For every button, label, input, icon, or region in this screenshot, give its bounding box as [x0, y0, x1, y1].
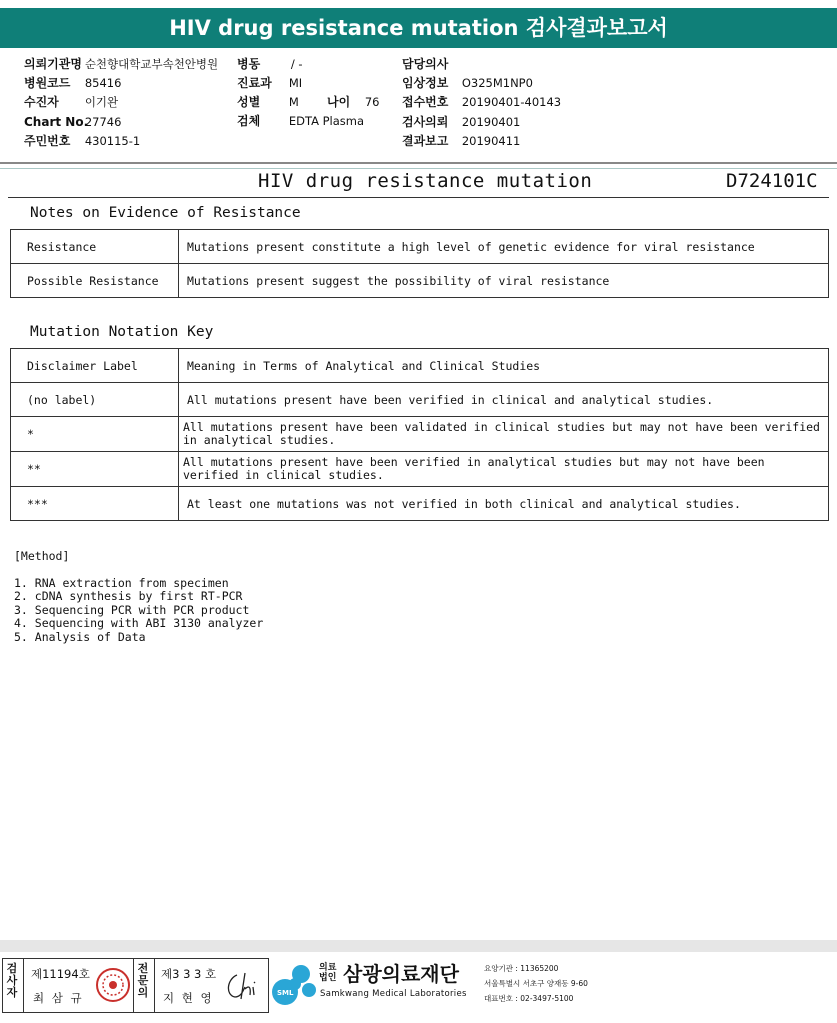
logo-text: SML [277, 989, 294, 997]
report-code: D724101C [726, 170, 818, 192]
info-age: 나이 76 [327, 95, 380, 109]
sml-logo-icon [271, 960, 317, 1006]
notation-table [10, 348, 829, 521]
table-row [11, 264, 829, 298]
inspector-name: 최 삼 규 [33, 991, 84, 1005]
method-step: 3. Sequencing PCR with PCR product [14, 603, 250, 617]
title-underline [8, 197, 829, 198]
info-doctor: 담당의사 [402, 57, 449, 71]
info-hospital: 의뢰기관명 순천향대학교부속천안병원 [24, 57, 219, 71]
notation-label: (no label) [11, 383, 179, 417]
info-receipt-no: 접수번호 20190401-40143 [402, 95, 562, 109]
specialist-license: 제3 3 3 호 [161, 967, 217, 981]
report-banner: HIV drug resistance mutation 검사결과보고서 [0, 8, 837, 48]
info-clinical: 임상정보 O325M1NP0 [402, 76, 533, 90]
evidence-text: Mutations present constitute a high level of genetic evidence for viral resistance [179, 230, 829, 264]
evidence-table [10, 229, 829, 298]
notation-text: All mutations present have been validated in clinical studies but may not have been verified in analytical studies. [179, 417, 829, 452]
info-specimen: 검체 EDTA Plasma [237, 114, 365, 128]
method-step: 5. Analysis of Data [14, 630, 146, 644]
org-code: 요양기관 : 11365200 [484, 964, 559, 973]
method-heading: [Method] [14, 549, 70, 563]
specialist-name: 지 현 영 [163, 991, 214, 1005]
notation-label: *** [11, 487, 179, 521]
table-row [11, 230, 829, 264]
table-row [11, 383, 829, 417]
info-chart-no: Chart No. 27746 [24, 115, 122, 129]
evidence-label: Resistance [11, 230, 179, 264]
info-department: 진료과 MI [237, 76, 303, 90]
report-title: HIV drug resistance mutation [258, 170, 593, 192]
footer-band [0, 940, 837, 952]
org-phone: 대표번호 : 02-3497-5100 [484, 994, 574, 1003]
inspector-license: 제11194호 [31, 967, 90, 981]
notation-text: All mutations present have been verified in analytical studies but may not have been verified in clinical studies. [179, 452, 829, 487]
notation-heading: Mutation Notation Key [30, 324, 214, 340]
evidence-label: Possible Resistance [11, 264, 179, 298]
notation-text: Meaning in Terms of Analytical and Clinical Studies [179, 349, 829, 383]
info-sex: 성별 M [237, 95, 299, 109]
table-row [11, 349, 829, 383]
info-hospital-code: 병원코드 85416 [24, 76, 122, 90]
info-resident-no: 주민번호 430115-1 [24, 134, 141, 148]
notation-label: * [11, 417, 179, 452]
info-ward: 병동 / - [237, 57, 303, 71]
evidence-heading: Notes on Evidence of Resistance [30, 205, 301, 221]
header-divider [0, 162, 837, 164]
handwritten-signature [223, 969, 263, 1003]
seal-stamp [95, 967, 131, 1003]
evidence-text: Mutations present suggest the possibility of viral resistance [179, 264, 829, 298]
org-address: 서울특별시 서초구 양재동 9-60 [484, 979, 588, 988]
notation-label: ** [11, 452, 179, 487]
table-row [11, 452, 829, 487]
info-patient-name: 수진자 이기완 [24, 95, 119, 109]
table-row [11, 417, 829, 452]
inspector-label: 검사자 [6, 962, 18, 999]
info-report-date: 결과보고 20190411 [402, 134, 521, 148]
info-request-date: 검사의뢰 20190401 [402, 115, 521, 129]
notation-text: At least one mutations was not verified in both clinical and analytical studies. [179, 487, 829, 521]
notation-label: Disclaimer Label [11, 349, 179, 383]
notation-text: All mutations present have been verified in clinical and analytical studies. [179, 383, 829, 417]
header-divider-thin [0, 168, 837, 169]
org-prefix: 의료법인 [319, 963, 337, 983]
method-step: 1. RNA extraction from specimen [14, 576, 229, 590]
table-row [11, 487, 829, 521]
specialist-label: 전문의 [137, 962, 149, 999]
org-english: Samkwang Medical Laboratories [320, 989, 467, 999]
method-step: 4. Sequencing with ABI 3130 analyzer [14, 616, 264, 630]
signature-box [2, 958, 269, 1013]
org-name: 삼광의료재단 [343, 962, 459, 986]
method-step: 2. cDNA synthesis by first RT-PCR [14, 589, 243, 603]
